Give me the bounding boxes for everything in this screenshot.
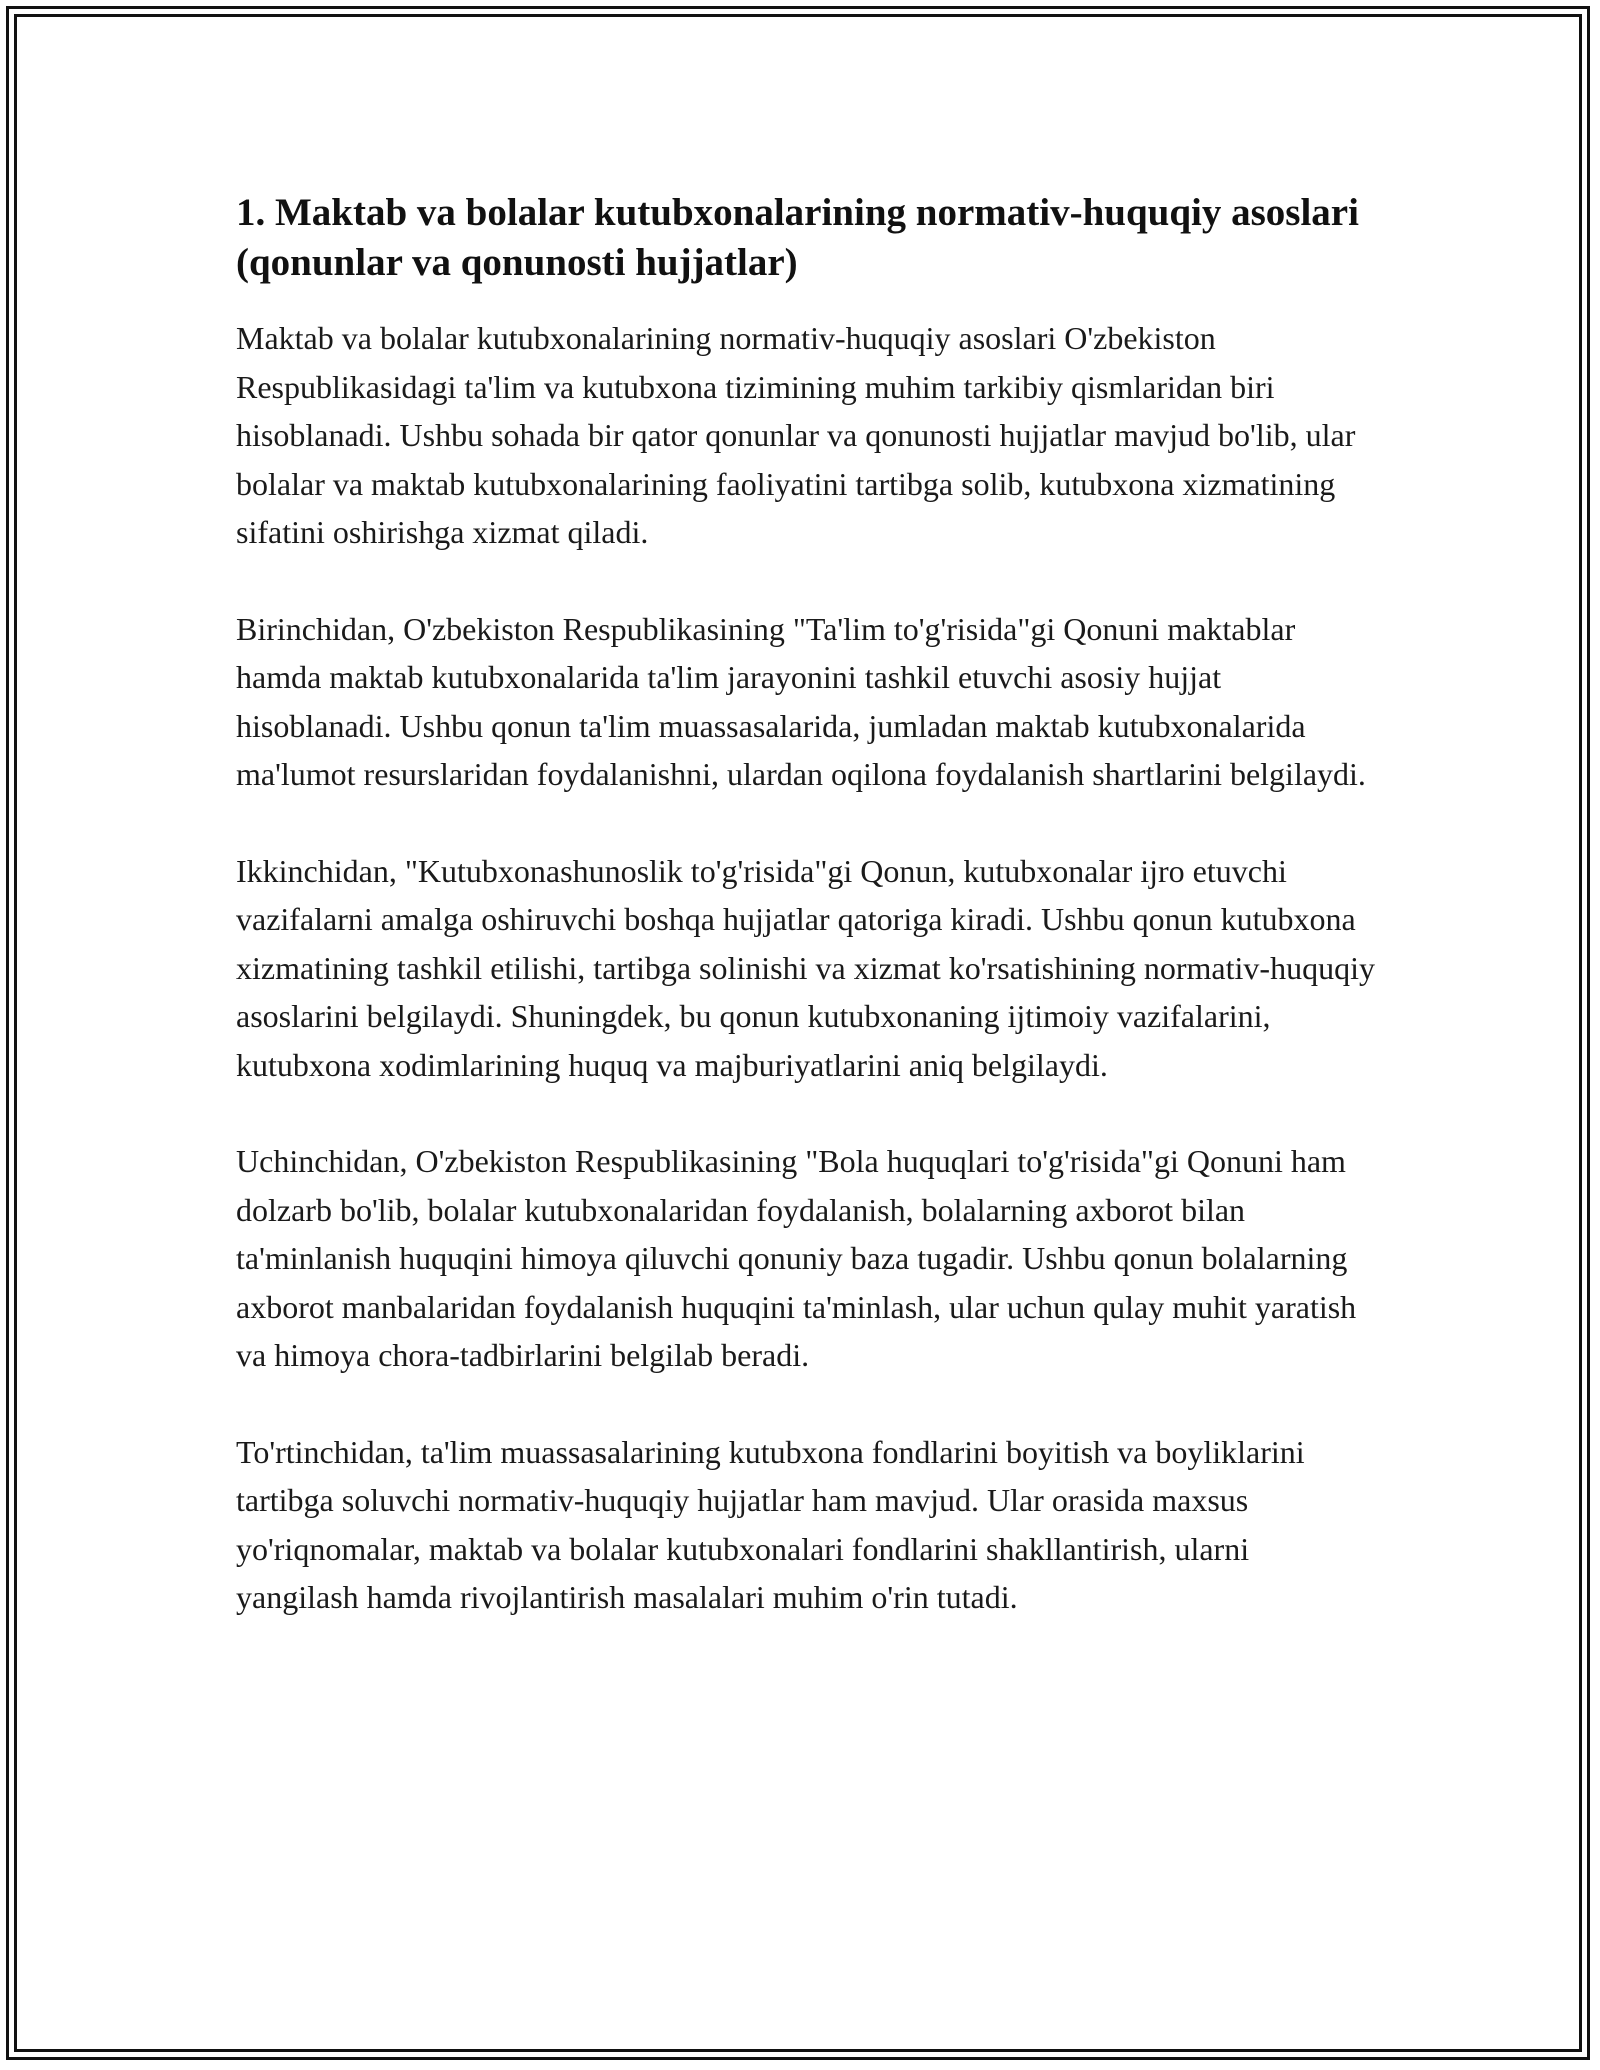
paragraph-intro: Maktab va bolalar kutubxonalarining normativ-huquqiy asoslari O'zbekiston Respublikasidagi ta'lim va kutubxona tizimining muhim tarkibiy qismlaridan biri hisoblanadi. Ushbu sohada bir qator qonunlar va qonunosti hujjatlar mavjud bo'lib, ular bolalar va maktab kutubxonalarining faoliyatini tartibga solib, kutubxona xizmatining sifatini oshirishga xizmat qiladi. [236,320,1356,550]
document-body [236,188,1376,1670]
paragraph-second: Ikkinchidan, "Kutubxonashunoslik to'g'risida"gi Qonun, kutubxonalar ijro etuvchi vazifalarni amalga oshiruvchi boshqa hujjatlar qatoriga kiradi. Ushbu qonun kutubxona xizmatining tashkil etilishi, tartibga solinishi va xizmat ko'rsatishining normativ-huquqiy asoslarini belgilaydi. Shuningdek, bu qonun kutubxonaning ijtimoiy vazifalarini, kutubxona xodimlarining huquq va majburiyatlarini aniq belgilaydi. [236,852,1375,1083]
paragraph-third: Uchinchidan, O'zbekiston Respublikasining "Bola huquqlari to'g'risida"gi Qonuni ham dolzarb bo'lib, bolalar kutubxonalaridan foydalanish, bolalarning axborot bilan ta'minlanish huquqini himoya qiluvchi qonuniy baza tugadir. Ushbu qonun bolalarning axborot manbalaridan foydalanish huquqini ta'minlash, ular uchun qulay muhit yaratish va himoya chora-tadbirlarini belgilab beradi. [236,1143,1357,1373]
section-heading: 1. Maktab va bolalar kutubxonalarining normativ-huquqiy asoslari (qonunlar va qonunosti hujjatlar) [236,191,1359,284]
paragraph-fourth: To'rtinchidan, ta'lim muassasalarining kutubxona fondlarini boyitish va boyliklarini tartibga soluvchi normativ-huquqiy hujjatlar ham mavjud. Ular orasida maxsus yo'riqnomalar, maktab va bolalar kutubxonalari fondlarini shakllantirish, ularni yangilash hamda rivojlantirish masalalari muhim o'rin tutadi. [236,1433,1305,1615]
paragraph-first: Birinchidan, O'zbekiston Respublikasining "Ta'lim to'g'risida"gi Qonuni maktablar hamda maktab kutubxonalarida ta'lim jarayonini tashkil etuvchi asosiy hujjat hisoblanadi. Ushbu qonun ta'lim muassasalarida, jumladan maktab kutubxonalarida ma'lumot resurslaridan foydalanishni, ulardan oqilona foydalanish shartlarini belgilaydi. [236,610,1366,792]
